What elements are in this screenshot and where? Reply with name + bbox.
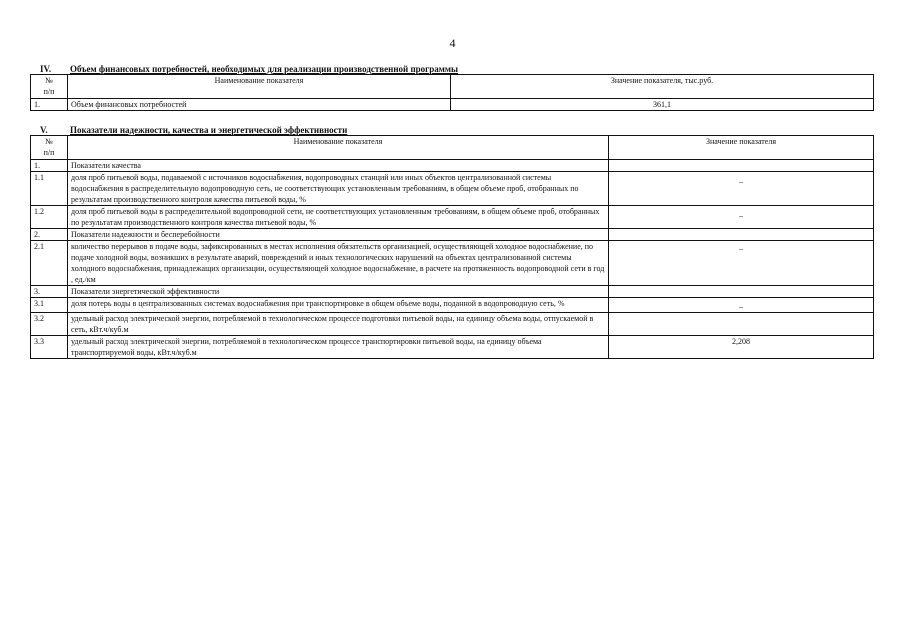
header-name: Наименование показателя [68,75,451,99]
row-name: Показатели качества [68,160,609,172]
table-header-row [31,136,874,160]
table-row [31,172,874,206]
financial-needs-table [30,74,874,111]
row-value: 2,208 [609,336,874,359]
indicators-table [30,135,874,359]
header-num: № п/п [31,75,68,99]
row-name: доля проб питьевой воды, подаваемой с источников водоснабжения, водопроводных станций или иных объектов централизованной системы водоснабжения в распределительную водопроводную сеть, не соответствующих установленным требованиям, в общем объеме проб, отобранных по результатам производственного контроля качества питьевой воды, % [68,172,609,206]
section-4-heading [40,64,458,74]
row-value: – [609,172,874,206]
table-row [31,298,874,313]
row-num: 3. [31,286,68,298]
row-value: – [609,206,874,229]
row-num: 1.2 [31,206,68,229]
row-value [609,160,874,172]
row-value [609,229,874,241]
row-name: Показатели надежности и бесперебойности [68,229,609,241]
row-name: удельный расход электрической энергии, потребляемой в технологическом процессе подготовки питьевой воды, на единицу объема воды, отпускаемой в сеть, кВт.ч/куб.м [68,313,609,336]
row-num: 2. [31,229,68,241]
page-number: 4 [449,36,456,50]
table-row [31,241,874,286]
table-header-row [31,75,874,99]
row-num: 1. [31,99,68,111]
row-value: – [609,298,874,313]
section-4-title: Объем финансовых потребностей, необходимых для реализации производственной программы [70,64,459,74]
row-num: 3.1 [31,298,68,313]
row-value: – [609,241,874,286]
row-value [609,286,874,298]
table-row [31,99,874,111]
row-name: доля потерь воды в централизованных системах водоснабжения при транспортировке в общем объеме воды, поданной в водопроводную сеть, % [68,298,609,313]
row-value: 361,1 [451,99,874,111]
row-name: количество перерывов в подаче воды, зафиксированных в местах исполнения обязательств организацией, осуществляющей холодное водоснабжение, по подаче холодной воды, возникших в результате аварий, повреждений и иных технологических нарушений на объектах централизованной системы холодного водоснабжения, принадлежащих организации, осуществляющей холодное водоснабжение, в расчете на протяженность водопроводной сети в год , ед./км [68,241,609,286]
row-name: доля проб питьевой воды в распределительной водопроводной сети, не соответствующих установленным требованиям, в общем объеме проб, отобранных по результатам производственного контроля качества питьевой воды, % [68,206,609,229]
section-5-number: V. [40,125,48,135]
row-num: 1.1 [31,172,68,206]
row-num: 2.1 [31,241,68,286]
table-row [31,206,874,229]
section-5-title: Показатели надежности, качества и энергетической эффективности [70,125,348,135]
row-name: удельный расход электрической энергии, потребляемой в технологическом процессе транспортировки питьевой воды, на единицу объема транспортируемой воды, кВт.ч/куб.м [68,336,609,359]
table-row [31,286,874,298]
table-row [31,229,874,241]
row-value [609,313,874,336]
header-name: Наименование показателя [68,136,609,160]
row-num: 3.3 [31,336,68,359]
header-value: Значение показателя, тыс.руб. [451,75,874,99]
header-value: Значение показателя [609,136,874,160]
row-num: 1. [31,160,68,172]
table-row [31,313,874,336]
section-4-number: IV. [40,64,52,74]
row-name: Показатели энергетической эффективности [68,286,609,298]
table-row [31,336,874,359]
section-5-heading [40,125,347,135]
table-row [31,160,874,172]
row-num: 3.2 [31,313,68,336]
header-num: № п/п [31,136,68,160]
row-name: Объем финансовых потребностей [68,99,451,111]
